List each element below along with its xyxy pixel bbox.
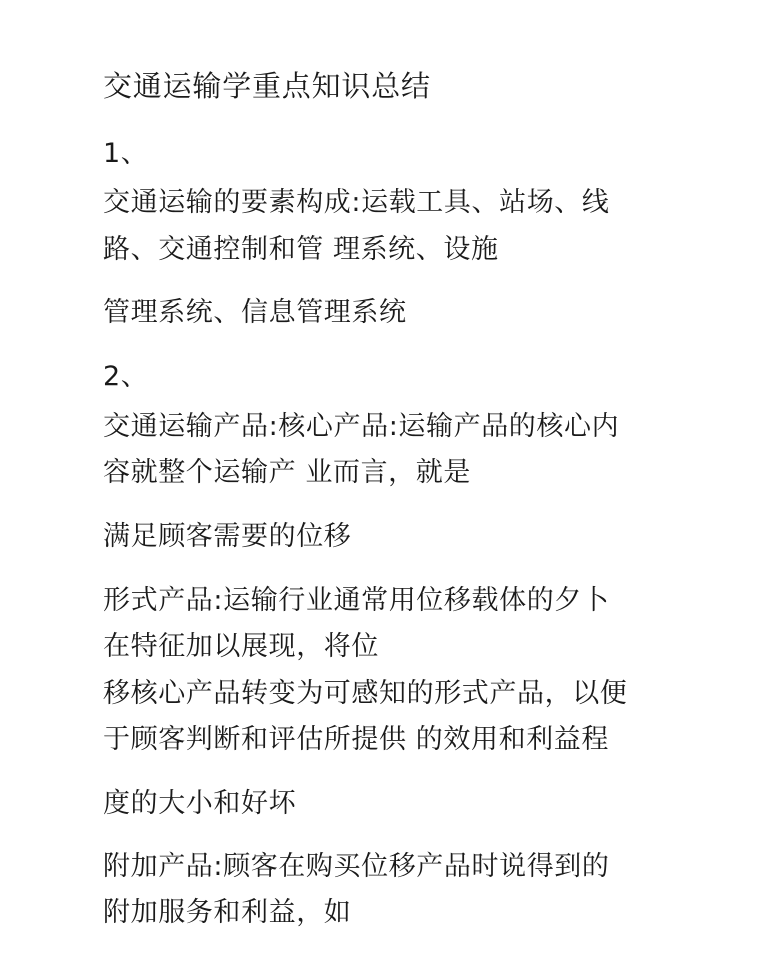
paragraph-line: 在特征加以展现，将位 (103, 631, 379, 662)
paragraph-line: 附加服务和利益，如 (103, 897, 352, 928)
section-number-2: 2、 (103, 361, 149, 392)
paragraph-line: 交通运输的要素构成:运载工具、站场、线 (103, 187, 610, 218)
paragraph-line: 交通运输产品:核心产品:运输产品的核心内 (103, 411, 620, 442)
paragraph-line: 容就整个运输产 业而言，就是 (103, 457, 471, 488)
paragraph-line: 度的大小和好坏 (103, 788, 297, 819)
paragraph-line: 附加产品:顾客在购买位移产品时说得到的 (103, 851, 610, 882)
paragraph-line: 形式产品:运输行业通常用位移载体的夕卜 (103, 585, 610, 616)
document-title: 交通运输学重点知识总结 (103, 69, 431, 103)
paragraph-line: 移核心产品转变为可感知的形式产品，以便 (103, 678, 628, 709)
paragraph-line: 路、交通控制和管 理系统、设施 (103, 234, 499, 265)
paragraph-line: 满足顾客需要的位移 (103, 521, 352, 552)
paragraph-line: 管理系统、信息管理系统 (103, 297, 407, 328)
section-number-1: 1、 (103, 138, 149, 169)
paragraph-line: 于顾客判断和评估所提供 的效用和利益程 (103, 724, 609, 755)
